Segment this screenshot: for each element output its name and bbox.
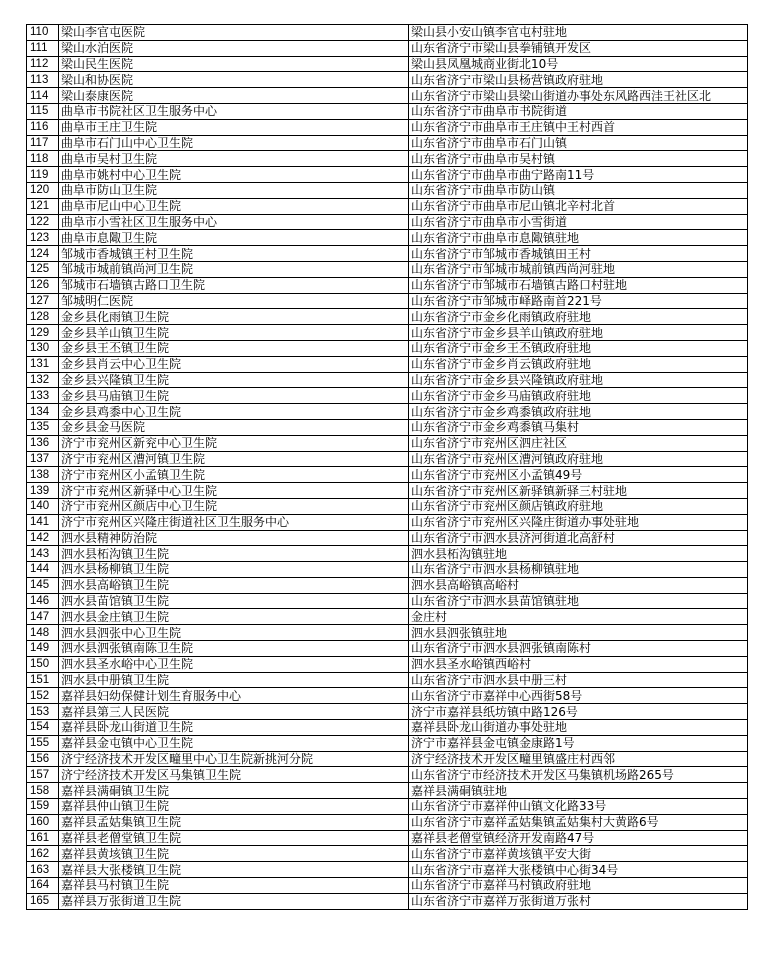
table-row — [27, 182, 748, 198]
institution-name-cell: 梁山泰康医院 — [59, 88, 409, 104]
table-row — [27, 214, 748, 230]
address-cell: 泗水县泗张镇驻地 — [409, 625, 748, 641]
row-number-cell: 154 — [27, 720, 59, 736]
institution-name-cell: 泗水县柘沟镇卫生院 — [59, 546, 409, 562]
row-number-cell: 127 — [27, 293, 59, 309]
institution-name-cell: 嘉祥县仲山镇卫生院 — [59, 799, 409, 815]
institution-name-cell: 曲阜市尼山中心卫生院 — [59, 198, 409, 214]
address-cell: 山东省济宁市兖州区颜店镇政府驻地 — [409, 498, 748, 514]
institution-name-cell: 泗水县金庄镇卫生院 — [59, 609, 409, 625]
address-cell: 山东省济宁市金乡鸡黍镇政府驻地 — [409, 404, 748, 420]
table-row — [27, 483, 748, 499]
institution-name-cell: 邹城市石墙镇古路口卫生院 — [59, 277, 409, 293]
row-number-cell: 128 — [27, 309, 59, 325]
address-cell: 山东省济宁市梁山县拳铺镇开发区 — [409, 40, 748, 56]
institution-name-cell: 济宁经济技术开发区马集镇卫生院 — [59, 767, 409, 783]
row-number-cell: 111 — [27, 40, 59, 56]
row-number-cell: 147 — [27, 609, 59, 625]
institution-name-cell: 曲阜市吴村卫生院 — [59, 151, 409, 167]
table-row — [27, 878, 748, 894]
row-number-cell: 148 — [27, 625, 59, 641]
table-row — [27, 767, 748, 783]
row-number-cell: 142 — [27, 530, 59, 546]
row-number-cell: 130 — [27, 340, 59, 356]
table-row — [27, 246, 748, 262]
row-number-cell: 152 — [27, 688, 59, 704]
institution-name-cell: 嘉祥县满硐镇卫生院 — [59, 783, 409, 799]
address-cell: 山东省济宁市泗水县杨柳镇驻地 — [409, 562, 748, 578]
row-number-cell: 146 — [27, 593, 59, 609]
row-number-cell: 139 — [27, 483, 59, 499]
institution-name-cell: 曲阜市石门山中心卫生院 — [59, 135, 409, 151]
table-row — [27, 546, 748, 562]
institution-name-cell: 济宁市兖州区新驿中心卫生院 — [59, 483, 409, 499]
institution-name-cell: 泗水县泗张中心卫生院 — [59, 625, 409, 641]
institution-name-cell: 嘉祥县大张楼镇卫生院 — [59, 862, 409, 878]
address-cell: 山东省济宁市梁山县梁山街道办事处东风路西洼王社区北 — [409, 88, 748, 104]
institution-name-cell: 济宁市兖州区新兖中心卫生院 — [59, 435, 409, 451]
address-cell: 山东省济宁市曲阜市小雪街道 — [409, 214, 748, 230]
institution-name-cell: 金乡县化雨镇卫生院 — [59, 309, 409, 325]
institution-name-cell: 曲阜市王庄卫生院 — [59, 119, 409, 135]
institution-name-cell: 邹城市城前镇尚河卫生院 — [59, 261, 409, 277]
institution-name-cell: 泗水县苗馆镇卫生院 — [59, 593, 409, 609]
address-cell: 嘉祥县满硐镇驻地 — [409, 783, 748, 799]
institution-name-cell: 济宁经济技术开发区疃里中心卫生院新挑河分院 — [59, 751, 409, 767]
table-row — [27, 704, 748, 720]
institution-name-cell: 济宁市兖州区漕河镇卫生院 — [59, 451, 409, 467]
address-cell: 山东省济宁市嘉祥仲山镇文化路33号 — [409, 799, 748, 815]
address-cell: 济宁市嘉祥县纸坊镇中路126号 — [409, 704, 748, 720]
table-row — [27, 419, 748, 435]
table-row — [27, 435, 748, 451]
address-cell: 嘉祥县老僧堂镇经济开发南路47号 — [409, 830, 748, 846]
row-number-cell: 133 — [27, 388, 59, 404]
row-number-cell: 140 — [27, 498, 59, 514]
row-number-cell: 135 — [27, 419, 59, 435]
table-row — [27, 388, 748, 404]
institution-name-cell: 梁山和协医院 — [59, 72, 409, 88]
row-number-cell: 116 — [27, 119, 59, 135]
address-cell: 山东省济宁市金乡化雨镇政府驻地 — [409, 309, 748, 325]
table-row — [27, 340, 748, 356]
address-cell: 山东省济宁市曲阜市防山镇 — [409, 182, 748, 198]
institution-name-cell: 泗水县泗张镇南陈卫生院 — [59, 641, 409, 657]
address-cell: 梁山县小安山镇李官屯村驻地 — [409, 25, 748, 41]
address-cell: 山东省济宁市嘉祥大张楼镇中心街34号 — [409, 862, 748, 878]
institution-name-cell: 泗水县高峪镇卫生院 — [59, 577, 409, 593]
institution-name-cell: 济宁市兖州区兴隆庄街道社区卫生服务中心 — [59, 514, 409, 530]
row-number-cell: 153 — [27, 704, 59, 720]
institution-name-cell: 邹城市香城镇王村卫生院 — [59, 246, 409, 262]
address-cell: 山东省济宁市邹城市香城镇田王村 — [409, 246, 748, 262]
table-row — [27, 230, 748, 246]
table-row — [27, 530, 748, 546]
address-cell: 山东省济宁市兖州区兴隆庄街道办事处驻地 — [409, 514, 748, 530]
row-number-cell: 123 — [27, 230, 59, 246]
row-number-cell: 129 — [27, 325, 59, 341]
row-number-cell: 160 — [27, 814, 59, 830]
hospital-table-body — [27, 25, 748, 910]
table-row — [27, 814, 748, 830]
row-number-cell: 164 — [27, 878, 59, 894]
table-row — [27, 783, 748, 799]
row-number-cell: 126 — [27, 277, 59, 293]
row-number-cell: 110 — [27, 25, 59, 41]
hospital-table — [26, 24, 748, 910]
row-number-cell: 117 — [27, 135, 59, 151]
row-number-cell: 161 — [27, 830, 59, 846]
address-cell: 山东省济宁市金乡县兴隆镇政府驻地 — [409, 372, 748, 388]
institution-name-cell: 泗水县精神防治院 — [59, 530, 409, 546]
table-row — [27, 135, 748, 151]
institution-name-cell: 嘉祥县孟姑集镇卫生院 — [59, 814, 409, 830]
table-row — [27, 40, 748, 56]
row-number-cell: 112 — [27, 56, 59, 72]
table-row — [27, 846, 748, 862]
address-cell: 泗水县圣水峪镇西峪村 — [409, 656, 748, 672]
table-row — [27, 151, 748, 167]
address-cell: 济宁经济技术开发区疃里镇盛庄村西邻 — [409, 751, 748, 767]
table-row — [27, 641, 748, 657]
table-row — [27, 88, 748, 104]
institution-name-cell: 曲阜市防山卫生院 — [59, 182, 409, 198]
institution-name-cell: 金乡县肖云中心卫生院 — [59, 356, 409, 372]
address-cell: 山东省济宁市泗水县中册三村 — [409, 672, 748, 688]
institution-name-cell: 梁山民生医院 — [59, 56, 409, 72]
address-cell: 山东省济宁市曲阜市息陬镇驻地 — [409, 230, 748, 246]
table-row — [27, 862, 748, 878]
row-number-cell: 113 — [27, 72, 59, 88]
table-row — [27, 577, 748, 593]
row-number-cell: 143 — [27, 546, 59, 562]
institution-name-cell: 金乡县金马医院 — [59, 419, 409, 435]
address-cell: 山东省济宁市嘉祥马村镇政府驻地 — [409, 878, 748, 894]
row-number-cell: 162 — [27, 846, 59, 862]
institution-name-cell: 济宁市兖州区颜店中心卫生院 — [59, 498, 409, 514]
row-number-cell: 115 — [27, 103, 59, 119]
row-number-cell: 165 — [27, 893, 59, 909]
address-cell: 山东省济宁市邹城市城前镇西尚河驻地 — [409, 261, 748, 277]
address-cell: 山东省济宁市泗水县济河街道北高舒村 — [409, 530, 748, 546]
row-number-cell: 138 — [27, 467, 59, 483]
row-number-cell: 122 — [27, 214, 59, 230]
address-cell: 山东省济宁市嘉祥孟姑集镇孟姑集村大黄路6号 — [409, 814, 748, 830]
table-row — [27, 672, 748, 688]
table-row — [27, 309, 748, 325]
table-row — [27, 751, 748, 767]
institution-name-cell: 济宁市兖州区小孟镇卫生院 — [59, 467, 409, 483]
row-number-cell: 149 — [27, 641, 59, 657]
institution-name-cell: 嘉祥县万张街道卫生院 — [59, 893, 409, 909]
institution-name-cell: 金乡县鸡黍中心卫生院 — [59, 404, 409, 420]
row-number-cell: 155 — [27, 735, 59, 751]
row-number-cell: 137 — [27, 451, 59, 467]
row-number-cell: 134 — [27, 404, 59, 420]
institution-name-cell: 嘉祥县妇幼保健计划生育服务中心 — [59, 688, 409, 704]
table-row — [27, 830, 748, 846]
institution-name-cell: 嘉祥县第三人民医院 — [59, 704, 409, 720]
table-row — [27, 325, 748, 341]
address-cell: 嘉祥县卧龙山街道办事处驻地 — [409, 720, 748, 736]
table-row — [27, 735, 748, 751]
institution-name-cell: 金乡县羊山镇卫生院 — [59, 325, 409, 341]
address-cell: 济宁市嘉祥县金屯镇金康路1号 — [409, 735, 748, 751]
address-cell: 泗水县高峪镇高峪村 — [409, 577, 748, 593]
institution-name-cell: 嘉祥县卧龙山街道卫生院 — [59, 720, 409, 736]
address-cell: 山东省济宁市曲阜市曲宁路南11号 — [409, 167, 748, 183]
address-cell: 山东省济宁市曲阜市尼山镇北辛村北首 — [409, 198, 748, 214]
table-row — [27, 720, 748, 736]
address-cell: 山东省济宁市金乡马庙镇政府驻地 — [409, 388, 748, 404]
address-cell: 山东省济宁市曲阜市书院街道 — [409, 103, 748, 119]
institution-name-cell: 泗水县圣水峪中心卫生院 — [59, 656, 409, 672]
table-row — [27, 451, 748, 467]
institution-name-cell: 嘉祥县马村镇卫生院 — [59, 878, 409, 894]
table-row — [27, 514, 748, 530]
table-row — [27, 293, 748, 309]
address-cell: 泗水县柘沟镇驻地 — [409, 546, 748, 562]
institution-name-cell: 泗水县杨柳镇卫生院 — [59, 562, 409, 578]
address-cell: 梁山县凤凰城商业街北10号 — [409, 56, 748, 72]
row-number-cell: 145 — [27, 577, 59, 593]
address-cell: 金庄村 — [409, 609, 748, 625]
table-row — [27, 25, 748, 41]
address-cell: 山东省济宁市金乡鸡黍镇马集村 — [409, 419, 748, 435]
row-number-cell: 151 — [27, 672, 59, 688]
row-number-cell: 150 — [27, 656, 59, 672]
table-row — [27, 404, 748, 420]
row-number-cell: 157 — [27, 767, 59, 783]
row-number-cell: 158 — [27, 783, 59, 799]
address-cell: 山东省济宁市曲阜市石门山镇 — [409, 135, 748, 151]
row-number-cell: 124 — [27, 246, 59, 262]
institution-name-cell: 金乡县马庙镇卫生院 — [59, 388, 409, 404]
table-row — [27, 372, 748, 388]
row-number-cell: 118 — [27, 151, 59, 167]
table-row — [27, 593, 748, 609]
institution-name-cell: 邹城明仁医院 — [59, 293, 409, 309]
table-row — [27, 467, 748, 483]
table-row — [27, 119, 748, 135]
table-row — [27, 277, 748, 293]
table-row — [27, 625, 748, 641]
address-cell: 山东省济宁市嘉祥中心西街58号 — [409, 688, 748, 704]
institution-name-cell: 曲阜市息陬卫生院 — [59, 230, 409, 246]
address-cell: 山东省济宁市经济技术开发区马集镇机场路265号 — [409, 767, 748, 783]
row-number-cell: 132 — [27, 372, 59, 388]
address-cell: 山东省济宁市兖州区泗庄社区 — [409, 435, 748, 451]
address-cell: 山东省济宁市兖州区新驿镇新驿三村驻地 — [409, 483, 748, 499]
address-cell: 山东省济宁市邹城市石墙镇古路口村驻地 — [409, 277, 748, 293]
table-row — [27, 498, 748, 514]
table-row — [27, 72, 748, 88]
table-row — [27, 799, 748, 815]
address-cell: 山东省济宁市金乡王丕镇政府驻地 — [409, 340, 748, 356]
row-number-cell: 141 — [27, 514, 59, 530]
institution-name-cell: 泗水县中册镇卫生院 — [59, 672, 409, 688]
address-cell: 山东省济宁市梁山县杨营镇政府驻地 — [409, 72, 748, 88]
row-number-cell: 159 — [27, 799, 59, 815]
address-cell: 山东省济宁市金乡县羊山镇政府驻地 — [409, 325, 748, 341]
table-row — [27, 688, 748, 704]
address-cell: 山东省济宁市金乡肖云镇政府驻地 — [409, 356, 748, 372]
address-cell: 山东省济宁市曲阜市王庄镇中王村西首 — [409, 119, 748, 135]
address-cell: 山东省济宁市泗水县泗张镇南陈村 — [409, 641, 748, 657]
row-number-cell: 131 — [27, 356, 59, 372]
row-number-cell: 136 — [27, 435, 59, 451]
institution-name-cell: 嘉祥县老僧堂镇卫生院 — [59, 830, 409, 846]
row-number-cell: 119 — [27, 167, 59, 183]
table-row — [27, 609, 748, 625]
hospital-list-sheet — [26, 24, 748, 910]
address-cell: 山东省济宁市邹城市峄路南首221号 — [409, 293, 748, 309]
table-row — [27, 356, 748, 372]
institution-name-cell: 曲阜市小雪社区卫生服务中心 — [59, 214, 409, 230]
address-cell: 山东省济宁市兖州区小孟镇49号 — [409, 467, 748, 483]
table-row — [27, 261, 748, 277]
institution-name-cell: 金乡县王丕镇卫生院 — [59, 340, 409, 356]
table-row — [27, 562, 748, 578]
address-cell: 山东省济宁市嘉祥黄垓镇平安大街 — [409, 846, 748, 862]
institution-name-cell: 嘉祥县黄垓镇卫生院 — [59, 846, 409, 862]
address-cell: 山东省济宁市嘉祥万张街道万张村 — [409, 893, 748, 909]
institution-name-cell: 梁山李官屯医院 — [59, 25, 409, 41]
table-row — [27, 656, 748, 672]
row-number-cell: 156 — [27, 751, 59, 767]
table-row — [27, 56, 748, 72]
address-cell: 山东省济宁市曲阜市吴村镇 — [409, 151, 748, 167]
table-row — [27, 103, 748, 119]
institution-name-cell: 金乡县兴隆镇卫生院 — [59, 372, 409, 388]
address-cell: 山东省济宁市兖州区漕河镇政府驻地 — [409, 451, 748, 467]
institution-name-cell: 嘉祥县金屯镇中心卫生院 — [59, 735, 409, 751]
row-number-cell: 144 — [27, 562, 59, 578]
row-number-cell: 120 — [27, 182, 59, 198]
table-row — [27, 198, 748, 214]
table-row — [27, 893, 748, 909]
institution-name-cell: 曲阜市姚村中心卫生院 — [59, 167, 409, 183]
table-row — [27, 167, 748, 183]
row-number-cell: 125 — [27, 261, 59, 277]
institution-name-cell: 梁山水泊医院 — [59, 40, 409, 56]
row-number-cell: 163 — [27, 862, 59, 878]
address-cell: 山东省济宁市泗水县苗馆镇驻地 — [409, 593, 748, 609]
row-number-cell: 114 — [27, 88, 59, 104]
institution-name-cell: 曲阜市书院社区卫生服务中心 — [59, 103, 409, 119]
row-number-cell: 121 — [27, 198, 59, 214]
